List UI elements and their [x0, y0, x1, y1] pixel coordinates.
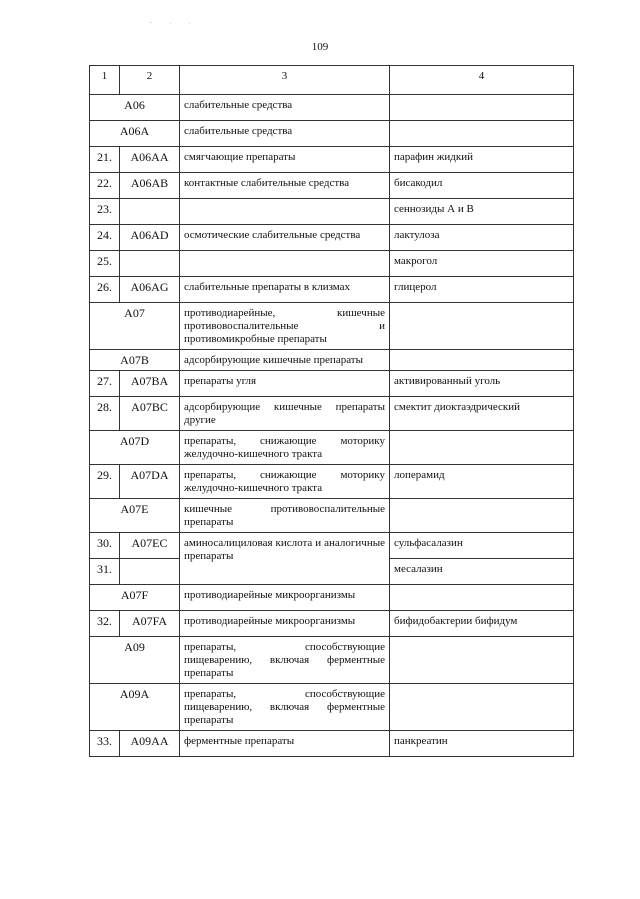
atc-code — [120, 559, 180, 585]
atc-code — [120, 251, 180, 277]
atc-code: A07F — [90, 585, 180, 611]
drug-name: бисакодил — [390, 173, 574, 199]
table-row — [90, 95, 574, 121]
atc-group-name: адсорбирующие кишечные препараты другие — [180, 397, 390, 431]
drug-name — [390, 585, 574, 611]
atc-group-name: противодиарейные, кишечные противовоспалительные и противомикробные препараты — [180, 303, 390, 350]
atc-group-name: ферментные препараты — [180, 731, 390, 757]
row-number: 23. — [90, 199, 120, 225]
row-number: 22. — [90, 173, 120, 199]
atc-group-name: слабительные препараты в клизмах — [180, 277, 390, 303]
atc-code: A06 — [90, 95, 180, 121]
row-number: 28. — [90, 397, 120, 431]
table-row — [90, 371, 574, 397]
atc-group-name: препараты, снижающие моторику желудочно-кишечного тракта — [180, 431, 390, 465]
drug-name: активированный уголь — [390, 371, 574, 397]
drug-name — [390, 121, 574, 147]
row-number: 30. — [90, 533, 120, 559]
atc-code: A07D — [90, 431, 180, 465]
row-number: 32. — [90, 611, 120, 637]
scan-specks: - . . — [150, 20, 198, 26]
row-number: 26. — [90, 277, 120, 303]
drug-name — [390, 350, 574, 371]
drug-name — [390, 95, 574, 121]
atc-code: A06AB — [120, 173, 180, 199]
atc-group-name: слабительные средства — [180, 95, 390, 121]
atc-group-name: кишечные противовоспалительные препараты — [180, 499, 390, 533]
atc-code: A09 — [90, 637, 180, 684]
table-row — [90, 277, 574, 303]
atc-group-name: препараты, способствующие пищеварению, включая ферментные препараты — [180, 684, 390, 731]
table-row — [90, 147, 574, 173]
drug-name: сульфасалазин — [390, 533, 574, 559]
drug-name: бифидобактерии бифидум — [390, 611, 574, 637]
atc-group-name: препараты, снижающие моторику желудочно-кишечного тракта — [180, 465, 390, 499]
column-header-3: 3 — [180, 66, 390, 95]
table-row — [90, 397, 574, 431]
atc-code: A07B — [90, 350, 180, 371]
drug-name: лоперамид — [390, 465, 574, 499]
atc-group-name: адсорбирующие кишечные препараты — [180, 350, 390, 371]
row-number: 31. — [90, 559, 120, 585]
atc-code: A07E — [90, 499, 180, 533]
page-number: 109 — [311, 41, 329, 53]
atc-code: A07BC — [120, 397, 180, 431]
column-header-1: 1 — [90, 66, 120, 95]
atc-group-name: осмотические слабительные средства — [180, 225, 390, 251]
column-header-2: 2 — [120, 66, 180, 95]
atc-group-name: препараты угля — [180, 371, 390, 397]
atc-group-name: противодиарейные микроорганизмы — [180, 611, 390, 637]
atc-code: A06A — [90, 121, 180, 147]
table-row — [90, 585, 574, 611]
atc-group-name: противодиарейные микроорганизмы — [180, 585, 390, 611]
row-number: 21. — [90, 147, 120, 173]
atc-code: A07 — [90, 303, 180, 350]
drug-name: макрогол — [390, 251, 574, 277]
table-row — [90, 731, 574, 757]
table-row — [90, 121, 574, 147]
drug-name: месалазин — [390, 559, 574, 585]
atc-code: A06AD — [120, 225, 180, 251]
atc-group-name: смягчающие препараты — [180, 147, 390, 173]
drug-name — [390, 303, 574, 350]
drug-name: парафин жидкий — [390, 147, 574, 173]
drug-name — [390, 499, 574, 533]
table-row — [90, 431, 574, 465]
atc-code — [120, 199, 180, 225]
row-number: 33. — [90, 731, 120, 757]
atc-group-name — [180, 199, 390, 225]
drug-classification-table — [89, 65, 574, 757]
atc-code: A07FA — [120, 611, 180, 637]
drug-name — [390, 637, 574, 684]
atc-code: A09AA — [120, 731, 180, 757]
drug-name: панкреатин — [390, 731, 574, 757]
table-row — [90, 684, 574, 731]
table-row — [90, 225, 574, 251]
row-number: 27. — [90, 371, 120, 397]
column-header-4: 4 — [390, 66, 574, 95]
drug-name: смектит диоктаэдрический — [390, 397, 574, 431]
atc-group-name — [180, 251, 390, 277]
table-row — [90, 251, 574, 277]
drug-name — [390, 684, 574, 731]
atc-code: A07DA — [120, 465, 180, 499]
table-row — [90, 173, 574, 199]
atc-code: A06AG — [120, 277, 180, 303]
atc-group-name: контактные слабительные средства — [180, 173, 390, 199]
row-number: 29. — [90, 465, 120, 499]
atc-code: A07EC — [120, 533, 180, 559]
table-row — [90, 303, 574, 350]
table-row — [90, 350, 574, 371]
atc-group-name: слабительные средства — [180, 121, 390, 147]
atc-code: A06AA — [120, 147, 180, 173]
drug-name: лактулоза — [390, 225, 574, 251]
row-number: 25. — [90, 251, 120, 277]
drug-name: сеннозиды А и В — [390, 199, 574, 225]
table-row — [90, 637, 574, 684]
table-row — [90, 611, 574, 637]
atc-group-name: препараты, способствующие пищеварению, включая ферментные препараты — [180, 637, 390, 684]
table-row — [90, 533, 574, 559]
row-number: 24. — [90, 225, 120, 251]
table-row — [90, 199, 574, 225]
drug-name: глицерол — [390, 277, 574, 303]
table-row — [90, 499, 574, 533]
table-row — [90, 465, 574, 499]
atc-group-name: аминосалициловая кислота и аналогичные препараты — [180, 533, 390, 585]
atc-code: A07BA — [120, 371, 180, 397]
drug-name — [390, 431, 574, 465]
table-header-row — [90, 66, 574, 95]
atc-code: A09A — [90, 684, 180, 731]
